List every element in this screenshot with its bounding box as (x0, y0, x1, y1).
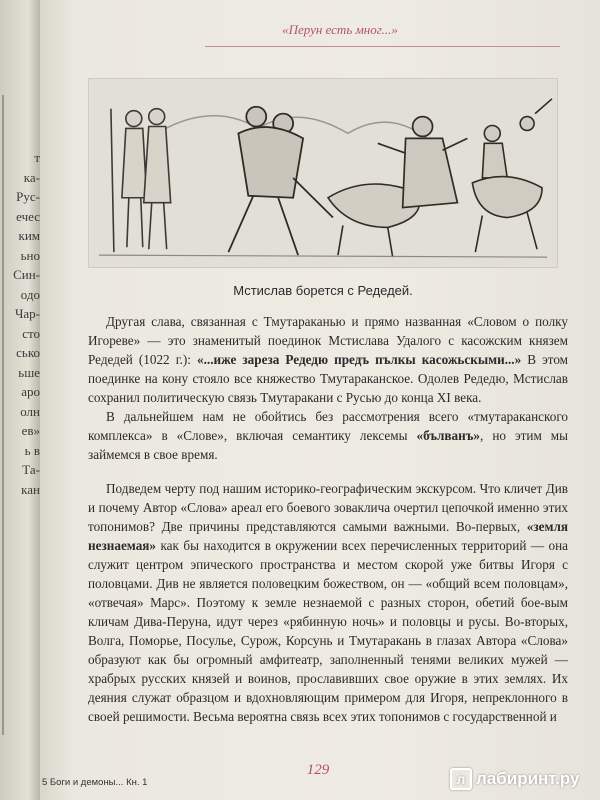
adjacent-page-fragment: сто (22, 325, 40, 341)
illustration (88, 78, 558, 268)
text-run: , но этим мы займемся в свое время. (88, 428, 568, 462)
page-number: 129 (306, 762, 330, 778)
miniature-drawing (89, 79, 557, 267)
adjacent-page-fragment: ка- (23, 169, 40, 185)
adjacent-page-fragment: аро (21, 384, 40, 399)
watermark-logo-icon: л (450, 768, 472, 790)
adjacent-page-fragment: Та- (22, 462, 40, 477)
adjacent-page-fragment: Чар- (14, 306, 40, 321)
adjacent-page-fragment: одо (20, 286, 40, 302)
adjacent-page-fragment: сько (16, 345, 40, 360)
running-head-rule (205, 46, 560, 47)
book-page (40, 0, 600, 800)
adjacent-page-fragment: т (34, 150, 40, 165)
term-bold: «земля незнаемая» (88, 519, 568, 553)
text-run: В этом поединке на кону стояло все княжество Тмутараканское. Одолев Редедю, Мстислав сохранил политическую связь Тмутаракани с Русью до конца XI века. (88, 352, 569, 405)
paragraph (88, 407, 568, 464)
adjacent-page (0, 0, 40, 800)
illustration-caption: Мстислав борется с Редедей. (233, 283, 413, 298)
paragraph (88, 312, 568, 407)
text-run: В дальнейшем нам не обойтись без рассмотрения всего «тмутараканского комплекса» в «Слове», включая семантику лексемы (88, 409, 568, 443)
adjacent-page-fragment: ьно (20, 247, 40, 263)
text-run: Подведем черту под нашим историко-географическим экскурсом. Что кличет Див и почему Автор «Слова» ареал его боевого зовакличa очертил цепочкой именно этих топонимов? Две причины представляются самыми важными. Во-первых, (88, 481, 568, 534)
text-run: как бы находится в окружении всех перечисленных территорий — она служит центром эпического пространства и местом скорой уже битвы Игоря с половцами. Див не является половецким божеством, он — «общий всем половцам», «отвечая» Марс». Поэтому к земле незнаемой с разных сторон, обетий бое-вым кличам Дива-Перуна, идут через «рябинную ночь» и половцы и русы. Во-вторых, Волга, Поморье, Посулье, Сурож, Корсунь и Тмутаракань в глазах Автора «Слова» образуют как бы огромный амфитеатр, заполненный тенями великих мужей — храбрых русских князей и воинов, прославивших свое оружие в этих землях. Их деяния служат образцом и вдохновляющим примером для Игоря, непреклонного в своей решимости. Весьма вероятна связь всех этих топонимов с государственной и (88, 538, 568, 724)
adjacent-page-fragment: ким (18, 228, 40, 243)
adjacent-page-fragment: олн (20, 403, 40, 419)
adjacent-page-fragment: ь в (24, 442, 40, 458)
adjacent-page-fragment: Рус- (16, 189, 40, 204)
adjacent-page-fragment: ев» (21, 423, 40, 438)
quote-bold: «...иже зареза Редедю предъ пълкы касожьскыми...» (197, 352, 522, 367)
watermark-text: лабиринт.ру (476, 769, 580, 788)
adjacent-page-fragment: Син- (13, 267, 40, 282)
term-bold: «бълванъ» (416, 428, 481, 443)
running-head: «Перун есть мног...» (282, 22, 398, 37)
signature-mark: 5 Боги и демоны... Кн. 1 (42, 777, 148, 788)
adjacent-page-fragment: ечес (16, 208, 40, 224)
watermark (450, 768, 579, 790)
body-text (88, 312, 568, 726)
adjacent-page-fragment: ьше (18, 364, 40, 380)
adjacent-page-fragment: кан (21, 481, 40, 497)
text-run: Другая слава, связанная с Тмутараканью и прямо названная «Словом о полку Игореве» — это знаменитый поединок Мстислава Удалого с касожским князем Редедей (1022 г.): (88, 314, 568, 367)
paragraph (88, 479, 568, 726)
